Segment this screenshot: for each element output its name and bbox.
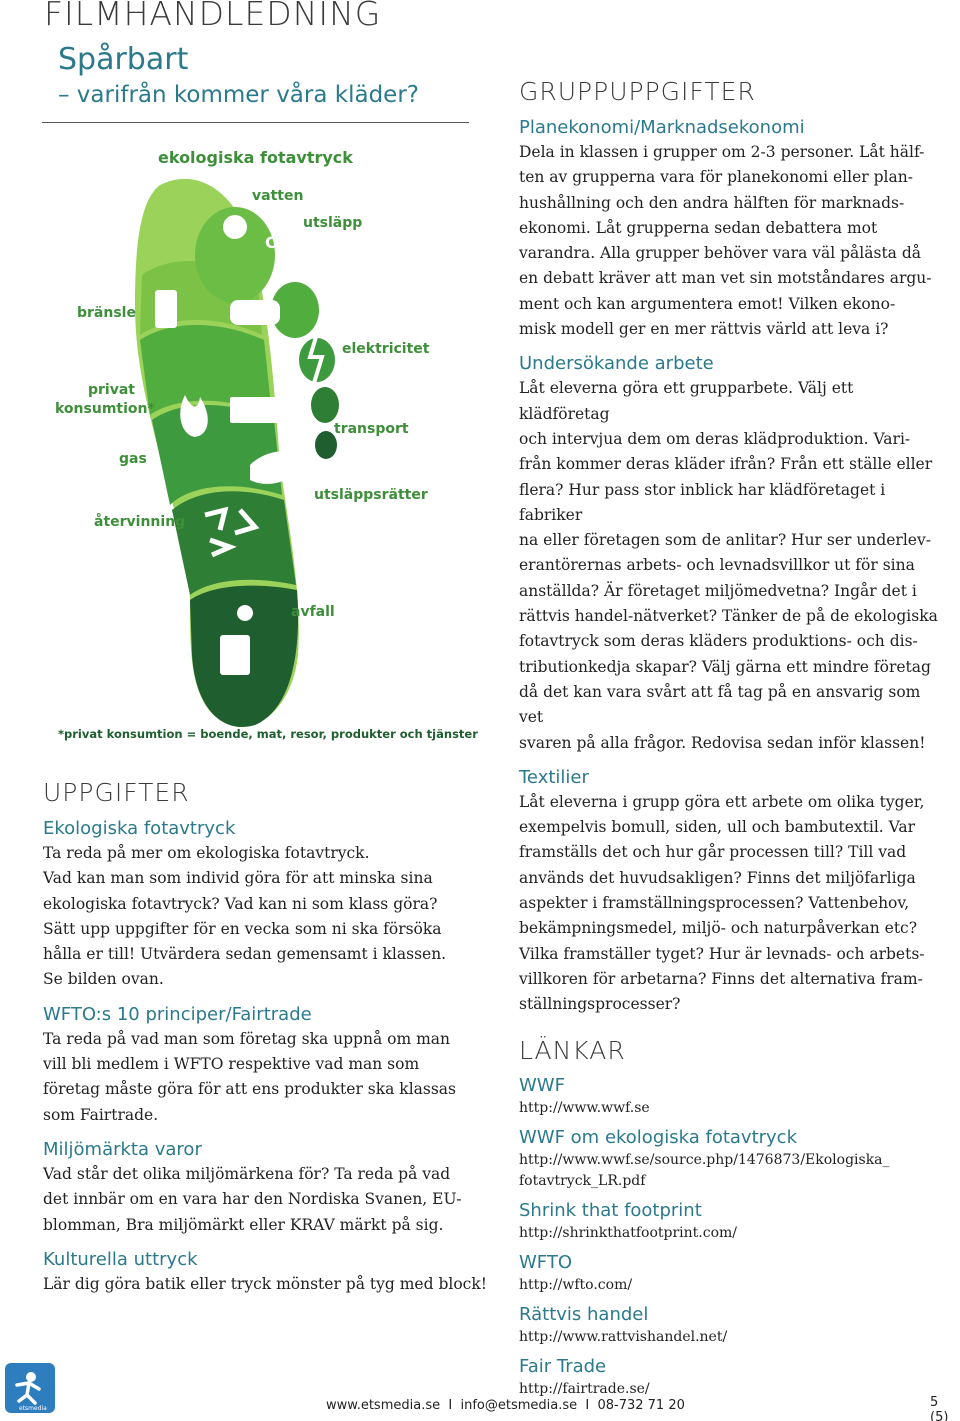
group-title-research: Undersökande arbete <box>519 353 714 375</box>
page-header-title: FILMHANDLEDNING <box>44 0 382 33</box>
label-transport: transport <box>334 421 409 437</box>
link-title-shrink: Shrink that footprint <box>519 1199 702 1221</box>
group-body-economy: Dela in klassen i grupper om 2-3 personer. Låt hälf- ten av grupperna vara för planekonomi eller plan- hushållning och den andra hälften för marknads- ekonomi. Låt grupperna sedan debattera mot varandra. Alla grupper behöver vara väl pålästa då en debatt kräver att man vet sin motståndares argu- ment och kan argumentera emot! Vilken ekono- misk modell ger en mer rättvis värld att leva i? <box>519 143 932 339</box>
task-body-wfto: Ta reda på vad man som företag ska uppnå om man vill bli medlem i WFTO respektive vad man som företag måste göra för att ens produkter ska klassas som Fairtrade. <box>43 1029 456 1124</box>
header-divider <box>42 122 469 123</box>
water-drop-icon <box>223 215 247 239</box>
film-subtitle: – varifrån kommer våra kläder? <box>58 82 419 108</box>
link-wwf-footprint[interactable]: http://www.wwf.se/source.php/1476873/Ekologiska_ fotavtryck_LR.pdf <box>519 1151 890 1189</box>
link-title-fairtrade: Fair Trade <box>519 1355 607 1377</box>
fuel-pump-icon <box>155 290 177 328</box>
group-title-textiles: Textilier <box>519 766 589 788</box>
group-title-economy: Planekonomi/Marknadsekonomi <box>519 117 805 138</box>
logo-figure-icon <box>5 1363 55 1413</box>
truck-icon <box>230 397 288 423</box>
task-title-ecological: Ekologiska fotavtryck <box>43 818 236 839</box>
label-atervinning: återvinning <box>94 514 186 530</box>
link-title-rattvis: Rättvis handel <box>519 1303 649 1325</box>
task-title-ecolabels: Miljömärkta varor <box>43 1138 202 1160</box>
label-utslappsratter: utsläppsrätter <box>314 487 428 503</box>
film-title: Spårbart <box>58 42 189 77</box>
link-wwf[interactable]: http://www.wwf.se <box>519 1099 650 1116</box>
figure-footnote: *privat konsumtion = boende, mat, resor, produkter och tjänster <box>58 727 478 741</box>
links-heading: LÄNKAR <box>519 1035 626 1065</box>
tasks-column <box>43 778 487 1297</box>
label-gas: gas <box>119 451 147 467</box>
label-bransle: bränsle <box>77 305 136 321</box>
page-number: 5 (5) <box>930 1395 949 1421</box>
task-body-culture: Lär dig göra batik eller tryck mönster på tyg med block! <box>43 1274 487 1293</box>
footer-contact: www.etsmedia.se I info@etsmedia.se I 08-732 71 20 <box>326 1398 685 1413</box>
link-title-wwf-footprint: WWF om ekologiska fotavtryck <box>519 1126 798 1148</box>
ecological-footprint-figure <box>40 135 480 755</box>
link-title-wwf: WWF <box>519 1074 565 1096</box>
task-title-wfto: WFTO:s 10 principer/Fairtrade <box>43 1003 312 1025</box>
label-konsumtion: konsumtion* <box>55 401 155 417</box>
label-avfall: avfall <box>291 604 335 620</box>
svg-text:etsmedia: etsmedia <box>19 1405 47 1412</box>
group-body-research: Låt eleverna göra ett grupparbete. Välj ett klädföretag och intervjua dem om deras klädproduktion. Vari- från kommer deras kläder ifrån? Från ett ställe eller flera? Hur pass stor inblick har klädföretaget i fabriker na eller företagen som de anlitar? Hur ser underlev- erantörernas arbets- och levnadsvillkor ut för sina anställda? Är företaget miljömedvetna? Ingår det i rättvis handel-nätverket? Tänker de på de ekologiska fotavtryck som deras kläders produktions- och dis- tributionkedja skapar? Välj gärna ett mindre företag då det kan vara svårt att få tag på en ansvarig som vet svaren på alla frågor. Redovisa sedan inför klassen! <box>519 379 938 752</box>
group-tasks-heading: GRUPPUPPGIFTER <box>519 77 756 106</box>
car-icon <box>230 300 280 325</box>
link-shrink[interactable]: http://shrinkthatfootprint.com/ <box>519 1224 738 1241</box>
etsmedia-logo <box>5 1363 55 1413</box>
link-title-wfto: WFTO <box>519 1251 572 1273</box>
label-utslapp: utsläpp <box>303 215 363 231</box>
link-wfto[interactable]: http://wfto.com/ <box>519 1276 633 1293</box>
trash-bin-icon <box>220 635 250 675</box>
label-elektricitet: elektricitet <box>342 341 430 357</box>
person-icon <box>237 605 253 621</box>
group-body-textiles: Låt eleverna i grupp göra ett arbete om olika tyger, exempelvis bomull, siden, ull och bambutextil. Var framställs det och hur går processen till? Till vad används det huvudsakligen? Finns det miljöfarliga aspekter i framställningsprocessen? Vattenbehov, bekämpningsmedel, miljö- och naturpåverkan etc? Vilka framställer tyget? Hur är levnads- och arbets- villkoren för arbetarna? Finns det alternativa fram- ställningsprocesser? <box>519 792 925 1014</box>
group-tasks-column <box>519 77 939 1400</box>
foot-band-5 <box>172 491 296 595</box>
task-body-ecolabels: Vad står det olika miljömärkena för? Ta reda på vad det innbär om en vara har den Nordiska Svanen, EU- blomman, Bra miljömärkt eller KRAV märkt på sig. <box>43 1164 462 1234</box>
label-privat: privat <box>88 382 135 398</box>
footprint-illustration <box>40 135 480 755</box>
toe-4 <box>311 387 339 423</box>
task-body-ecological: Ta reda på mer om ekologiska fotavtryck. Vad kan man som individ göra för att minska sina ekologiska fotavtryck? Vad kan ni som klass göra? Sätt upp uppgifter för en vecka som ni ska försöka hålla er till! Utvärdera sedan gemensamt i klassen. Se bilden ovan. <box>43 844 447 989</box>
task-title-culture: Kulturella uttryck <box>43 1248 198 1270</box>
link-rattvis[interactable]: http://www.rattvishandel.net/ <box>519 1328 728 1345</box>
tasks-heading: UPPGIFTER <box>43 778 190 807</box>
link-fairtrade[interactable]: http://fairtrade.se/ <box>519 1380 650 1397</box>
label-vatten: vatten <box>252 188 304 204</box>
figure-title: ekologiska fotavtryck <box>158 148 353 167</box>
co2-icon: CO₂ <box>265 233 298 252</box>
